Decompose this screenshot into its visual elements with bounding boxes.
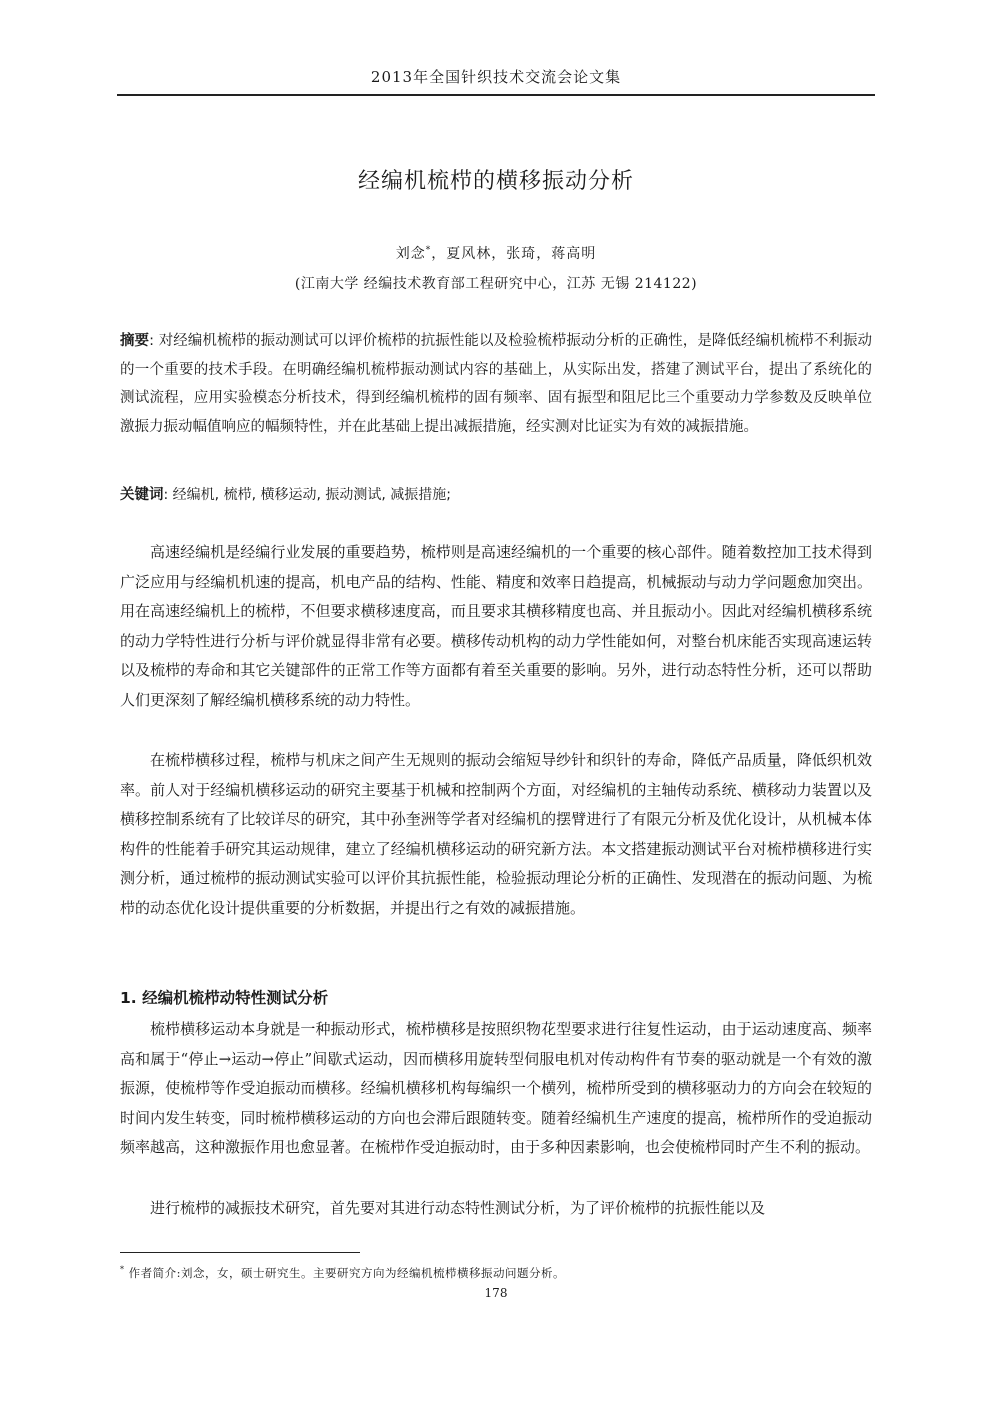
footnote-mark: * [120,1265,125,1275]
header-rule [117,94,875,96]
body-paragraph-3: 梳栉横移运动本身就是一种振动形式，梳栉横移是按照织物花型要求进行往复性运动，由于运动速度高、频率高和属于“停止→运动→停止”间歇式运动，因而横移用旋转型伺服电机对传动构件有节奏的驱动就是一个有效的激振源，使梳栉等作受迫振动而横移。经编机横移机构每编织一个横列，梳栉所受到的横移驱动力的方向会在较短的时间内发生转变，同时梳栉横移运动的方向也会滞后跟随转变。随着经编机生产速度的提高，梳栉所作的受迫振动频率越高，这种激振作用也愈显著。在梳栉作受迫振动时，由于多种因素影响，也会使梳栉同时产生不利的振动。 [120,1020,872,1156]
footnote-rule [120,1252,360,1253]
keywords-separator: : [163,487,173,503]
author-list [117,243,875,263]
first-author: 刘念 [395,246,426,262]
abstract [120,327,872,441]
footnote [120,1265,872,1281]
running-head: 2013年全国针织技术交流会论文集 [370,68,622,86]
body-paragraph-1: 高速经编机是经编行业发展的重要趋势，梳栉则是高速经编机的一个重要的核心部件。随着数控加工技术得到广泛应用与经编机机速的提高，机电产品的结构、性能、精度和效率日趋提高，机械振动与动力学问题愈加突出。用在高速经编机上的梳栉，不但要求横移速度高，而且要求其横移精度也高、并且振动小。因此对经编机横移系统的动力学特性进行分析与评价就显得非常有必要。横移传动机构的动力学性能如何，对整台机床能否实现高速运转以及梳栉的寿命和其它关键部件的正常工作等方面都有着至关重要的影响。另外，进行动态特性分析，还可以帮助人们更深刻了解经编机横移系统的动力特性。 [120,543,872,709]
keywords-text: 经编机, 梳栉, 横移运动, 振动测试, 减振措施; [172,487,451,503]
affiliation: (江南大学 经编技术教育部工程研究中心，江苏 无锡 214122) [294,276,698,292]
other-authors: ，夏风林，张琦，蒋高明 [431,246,597,262]
abstract-separator: : [149,333,159,349]
body-paragraph-4: 进行梳栉的减振技术研究，首先要对其进行动态特性测试分析，为了评价梳栉的抗振性能以及 [150,1199,766,1217]
paper-title: 经编机梳栉的横移振动分析 [357,169,634,194]
author-footnote-mark: * [425,245,432,256]
abstract-text: 对经编机梳栉的振动测试可以评价梳栉的抗振性能以及检验梳栉振动分析的正确性，是降低经编机梳栉不利振动的一个重要的技术手段。在明确经编机梳栉振动测试内容的基础上，从实际出发，搭建了测试平台，提出了系统化的测试流程，应用实验模态分析技术，得到经编机梳栉的固有频率、固有振型和阻尼比三个重要动力学参数及反映单位激振力振动幅值响应的幅频特性，并在此基础上提出减振措施，经实测对比证实为有效的减振措施。 [120,333,873,435]
footnote-text: 作者简介:刘念，女，硕士研究生。主要研究方向为经编机梳栉横移振动问题分析。 [124,1266,566,1280]
section-heading: 1. 经编机梳栉动特性测试分析 [120,989,329,1007]
keywords-label: 关键词 [120,487,164,503]
keywords [120,481,872,510]
page-number: 178 [484,1286,508,1300]
abstract-label: 摘要 [120,333,150,349]
body-paragraph-2: 在梳栉横移过程，梳栉与机床之间产生无规则的振动会缩短导纱针和织针的寿命，降低产品质量，降低织机效率。前人对于经编机横移运动的研究主要基于机械和控制两个方面，对经编机的主轴传动系统、横移动力装置以及横移控制系统有了比较详尽的研究，其中孙奎洲等学者对经编机的摆臂进行了有限元分析及优化设计，从机械本体构件的性能着手研究其运动规律，建立了经编机横移运动的研究新方法。本文搭建振动测试平台对梳栉横移进行实测分析，通过梳栉的振动测试实验可以评价其抗振性能，检验振动理论分析的正确性、发现潜在的振动问题、为梳栉的动态优化设计提供重要的分析数据，并提出行之有效的减振措施。 [120,751,872,917]
